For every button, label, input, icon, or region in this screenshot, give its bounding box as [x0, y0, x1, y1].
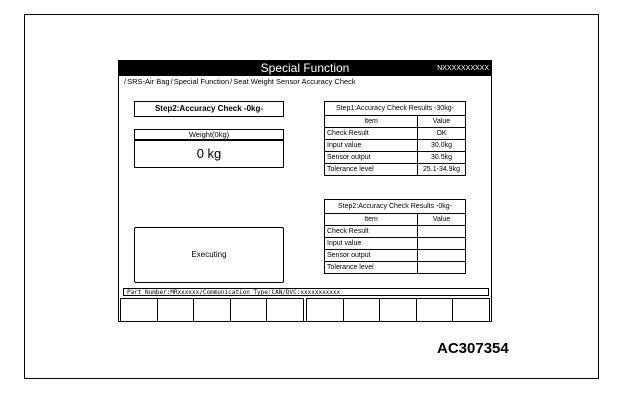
breadcrumb-item-accuracy-check: Seat Weight Sensor Accuracy Check: [233, 77, 356, 86]
step2-label: Step2:Accuracy Check -0kg-: [134, 101, 284, 117]
status-footer: Part Number:MRxxxxxx/Communication Type:CAN/DVC:xxxxxxxxxxx: [123, 288, 489, 296]
row-value: [418, 226, 466, 238]
function-key-f8[interactable]: [380, 299, 417, 321]
row-value: [418, 250, 466, 262]
column-header-value: Value: [418, 214, 466, 226]
row-value: 30.5kg: [418, 152, 466, 164]
weight-header: Weight(0kg): [134, 129, 284, 140]
function-key-f3[interactable]: [194, 299, 231, 321]
breadcrumb-item-special-function[interactable]: Special Function: [173, 77, 230, 86]
function-key-f2[interactable]: [158, 299, 195, 321]
column-header-value: Value: [418, 116, 466, 128]
table-row: [325, 128, 466, 140]
breadcrumb-item-srs[interactable]: SRS-Air Bag: [127, 77, 170, 86]
column-header-item: Item: [325, 214, 418, 226]
row-item: Sensor output: [325, 152, 418, 164]
status-executing: Executing: [134, 227, 284, 283]
function-key-bar: [119, 298, 491, 322]
function-key-f9[interactable]: [417, 299, 454, 321]
column-header-item: Item: [325, 116, 418, 128]
row-value: [418, 262, 466, 274]
row-item: Input value: [325, 140, 418, 152]
table-row: [325, 250, 466, 262]
row-item: Tolerance level: [325, 262, 418, 274]
function-key-f6[interactable]: [307, 299, 344, 321]
row-value: OK: [418, 128, 466, 140]
table-row: [325, 226, 466, 238]
row-value: [418, 238, 466, 250]
row-item: Check Result: [325, 226, 418, 238]
screen-title: Special Function: [260, 61, 350, 75]
function-key-f10[interactable]: [453, 299, 489, 321]
function-key-f4[interactable]: [231, 299, 268, 321]
function-key-f5[interactable]: [267, 299, 303, 321]
row-value: 30.0kg: [418, 140, 466, 152]
step1-results-table: [324, 101, 466, 176]
figure-reference-code: AC307354: [437, 340, 509, 357]
function-key-group-right: [306, 298, 490, 322]
table-row: [325, 164, 466, 176]
device-screen: [118, 60, 492, 322]
table-caption: Step2:Accuracy Check Results -0kg-: [325, 200, 466, 214]
table-row: [325, 140, 466, 152]
breadcrumb: /SRS-Air Bag/Special Function/Seat Weight Sensor Accuracy Check: [124, 77, 356, 86]
table-row: [325, 238, 466, 250]
row-item: Sensor output: [325, 250, 418, 262]
row-item: Tolerance level: [325, 164, 418, 176]
function-key-f7[interactable]: [344, 299, 381, 321]
table-row: [325, 262, 466, 274]
table-caption: Step1:Accuracy Check Results -30kg-: [325, 102, 466, 116]
row-value: 25.1-34.9kg: [418, 164, 466, 176]
function-key-f1[interactable]: [121, 299, 158, 321]
step2-results-table: [324, 199, 466, 274]
device-code: NXXXXXXXXXX: [437, 65, 489, 72]
table-row: [325, 152, 466, 164]
title-bar: [119, 61, 491, 76]
weight-value: 0 kg: [134, 140, 284, 168]
function-key-group-left: [120, 298, 304, 322]
row-item: Check Result: [325, 128, 418, 140]
row-item: Input value: [325, 238, 418, 250]
